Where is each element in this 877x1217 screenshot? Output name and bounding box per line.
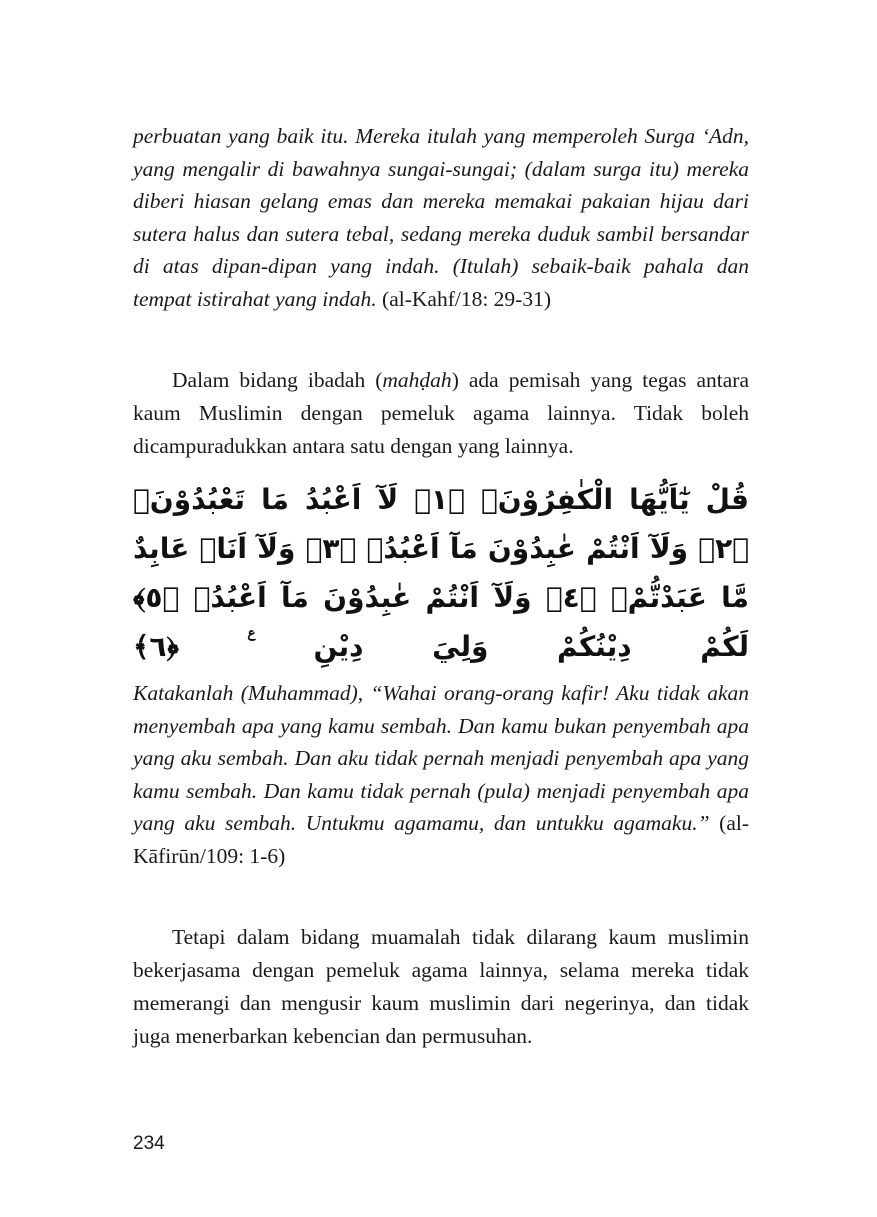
body-paragraph-ibadah — [133, 364, 749, 463]
arabic-verse-kafirun: قُلْ يٰٓاَيُّهَا الْكٰفِرُوْنَۙ ﴿١﴾ لَآ اَعْبُدُ مَا تَعْبُدُوْنَۙ ﴿٢﴾ وَلَآ اَنْتُمْ عٰبِدُوْنَ مَآ اَعْبُدُۚ ﴿٣﴾ وَلَآ اَنَا۠ عَابِدٌ مَّا عَبَدْتُّمْۙ ﴿٤﴾ وَلَآ اَنْتُمْ عٰبِدُوْنَ مَآ اَعْبُدُۗ ﴿٥﴾ لَكُمْ دِيْنُكُمْ وَلِيَ دِيْنِ ࣖ ﴿٦﴾ — [133, 483, 749, 663]
quran-translation-kafirun — [133, 677, 749, 872]
verse-reference: (al-Kahf/18: 29-31) — [382, 286, 552, 311]
verse-reference: (al-Kāfirūn/109: 1-6) — [133, 811, 750, 868]
translation-text: perbuatan yang baik itu. Mereka itulah yang memperoleh Surga ‘Adn, yang mengalir di bawahnya sungai-sungai; (dalam surga itu) mereka diberi hiasan gelang emas dan mereka memakai pakaian hijau dari sutera halus dan sutera tebal, sedang mereka duduk sambil bersandar di atas dipan-dipan yang indah. (Itulah) sebaik-baik pahala dan tempat istirahat yang indah. — [133, 124, 749, 311]
paragraph-text-end: ) ada pemisah yang tegas antara kaum Muslimin dengan pemeluk agama lainnya. Tidak boleh dicampuradukkan antara satu dengan yang lainnya. — [133, 368, 749, 458]
translation-text: Katakanlah (Muhammad), “Wahai orang-orang kafir! Aku tidak akan menyembah apa yang kamu sembah. Dan kamu bukan penyembah apa yang aku sembah. Dan aku tidak pernah menjadi penyembah apa yang kamu sembah. Dan kamu tidak pernah (pula) menjadi penyembah apa yang aku sembah. Untukmu agamamu, dan untukku agamaku.” — [133, 681, 749, 835]
page-content — [133, 120, 749, 1053]
quran-translation-kahf — [133, 120, 749, 315]
paragraph-text-start: Dalam bidang ibadah ( — [172, 368, 383, 392]
arabic-term: mahḍah — [382, 368, 452, 392]
body-paragraph-muamalah: Tetapi dalam bidang muamalah tidak dilarang kaum muslimin bekerjasama dengan pemeluk agama lainnya, selama mereka tidak memerangi dan mengusir kaum muslimin dari negerinya, dan tidak juga menerbarkan kebencian dan permusuhan. — [133, 925, 749, 1048]
page-number: 234 — [133, 1133, 165, 1154]
